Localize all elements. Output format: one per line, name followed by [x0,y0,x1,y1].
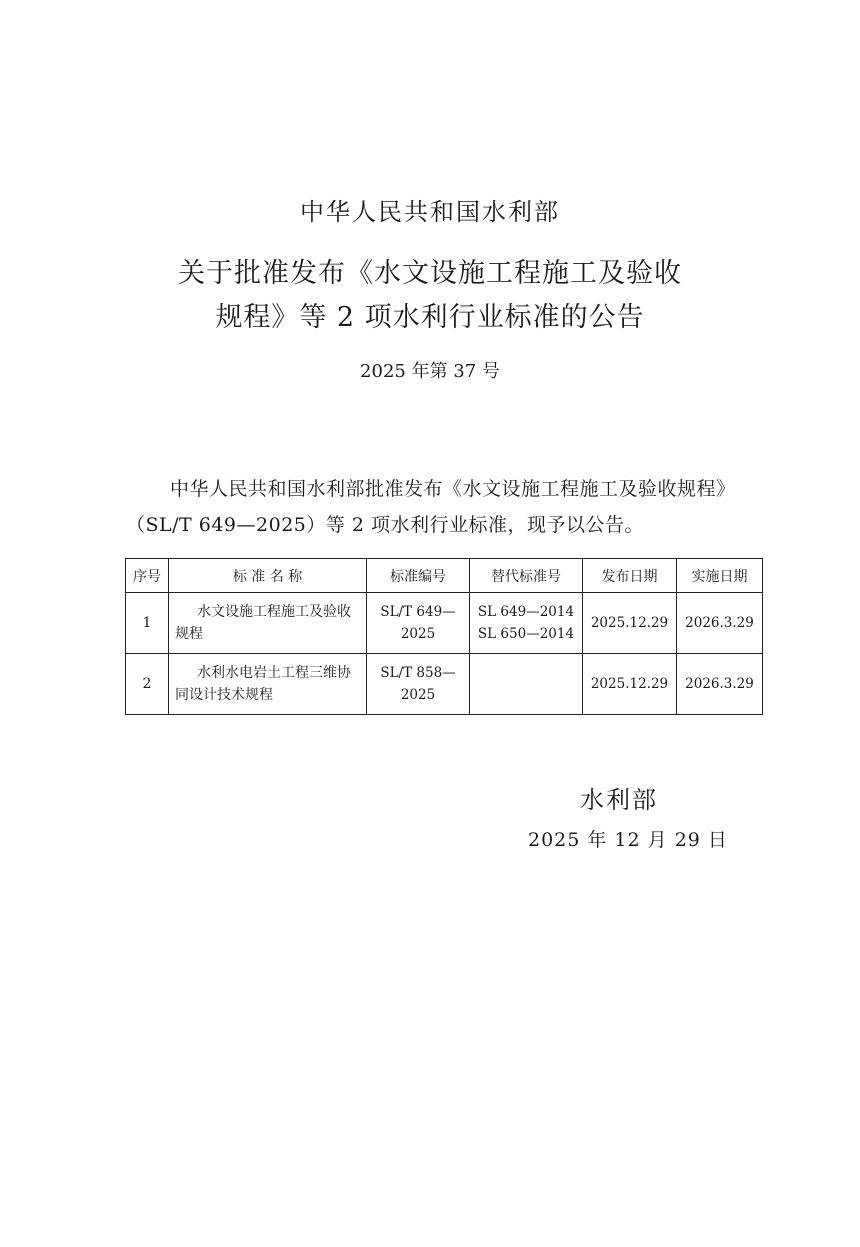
row-number: 2 [126,654,169,715]
header-cell-effective-date: 实施日期 [677,559,763,593]
header-cell-replaces: 替代标准号 [470,559,583,593]
publish-date: 2025.12.29 [583,654,677,715]
publish-date: 2025.12.29 [583,593,677,654]
standard-code-line-1: SL/T 649— [380,604,456,620]
effective-date: 2026.3.29 [677,654,763,715]
body-paragraph: 中华人民共和国水利部批准发布《水文设施工程施工及验收规程》（SL/T 649—2025）等 2 项水利行业标准，现予以公告。 [126,478,736,536]
standard-name: 水利水电岩土工程三维协同设计技术规程 [169,654,367,715]
standard-name: 水文设施工程施工及验收规程 [169,593,367,654]
table-row [126,654,763,715]
replaced-standard-2: SL 650—2014 [477,626,575,642]
header-cell-publish-date: 发布日期 [583,559,677,593]
signature-date: 2025 年 12 月 29 日 [528,829,728,851]
document-number: 2025 年第 37 号 [360,361,500,382]
standard-code [367,593,470,654]
table-header-row [126,559,763,593]
title-line-1: 关于批准发布《水文设施工程施工及验收 [178,258,682,289]
header-cell-name: 标 准 名 称 [169,559,367,593]
title-line-2: 规程》等 2 项水利行业标准的公告 [215,302,645,333]
row-number: 1 [126,593,169,654]
document-title [0,252,860,340]
signature-organization: 水利部 [580,786,658,814]
standard-code-line-2: 2025 [400,687,436,703]
effective-date: 2026.3.29 [677,593,763,654]
standard-code [367,654,470,715]
header-cell-code: 标准编号 [367,559,470,593]
table-row [126,593,763,654]
replaced-standards [470,593,583,654]
issuer-name: 中华人民共和国水利部 [300,198,560,226]
standard-code-line-2: 2025 [400,626,436,642]
replaced-standard-1: SL 649—2014 [477,604,575,620]
standards-table [125,558,763,715]
replaced-standards [470,654,583,715]
header-cell-no: 序号 [126,559,169,593]
standard-code-line-1: SL/T 858— [380,665,456,681]
